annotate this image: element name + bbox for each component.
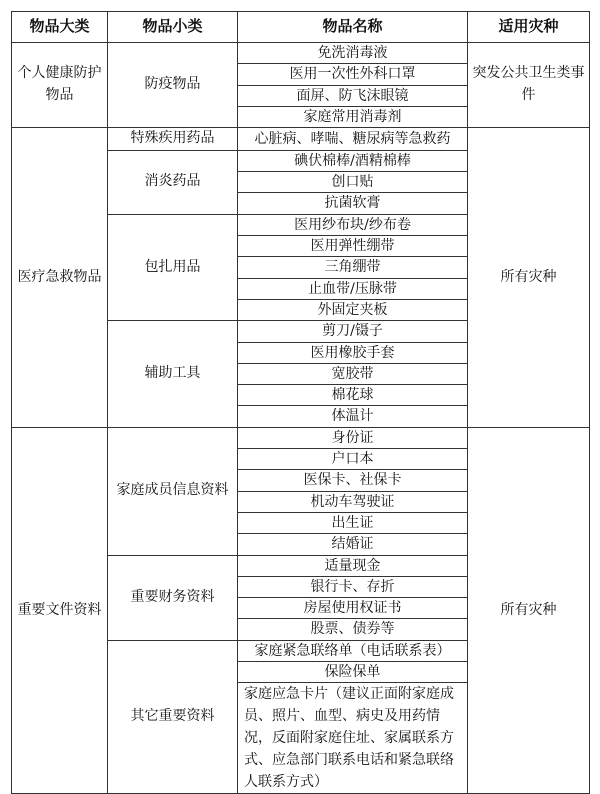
item-cell: 户口本	[238, 449, 468, 470]
item-cell: 医用橡胶手套	[238, 342, 468, 363]
subcategory-cell: 辅助工具	[108, 321, 238, 427]
item-cell: 剪刀/镊子	[238, 321, 468, 342]
subcategory-cell: 其它重要资料	[108, 640, 238, 794]
item-cell: 保险保单	[238, 662, 468, 683]
item-cell: 结婚证	[238, 534, 468, 555]
subcategory-cell: 重要财务资料	[108, 555, 238, 640]
disaster-cell: 突发公共卫生类事件	[468, 43, 590, 128]
item-cell: 抗菌软膏	[238, 193, 468, 214]
item-cell: 股票、债券等	[238, 619, 468, 640]
item-cell: 宽胶带	[238, 363, 468, 384]
subcategory-cell: 家庭成员信息资料	[108, 427, 238, 555]
item-cell: 体温计	[238, 406, 468, 427]
subcategory-cell: 包扎用品	[108, 214, 238, 320]
item-cell: 机动车驾驶证	[238, 491, 468, 512]
category-cell: 重要文件资料	[12, 427, 108, 794]
item-cell: 医用一次性外科口罩	[238, 64, 468, 85]
item-cell: 心脏病、哮喘、糖尿病等急救药	[238, 128, 468, 151]
item-cell: 三角绷带	[238, 257, 468, 278]
item-cell: 医用弹性绷带	[238, 236, 468, 257]
item-cell: 外固定夹板	[238, 299, 468, 320]
header-item-name: 物品名称	[238, 12, 468, 43]
category-cell: 医疗急救物品	[12, 128, 108, 428]
item-cell: 碘伏棉棒/酒精棉棒	[238, 150, 468, 171]
emergency-supplies-table	[11, 11, 590, 794]
item-cell: 家庭常用消毒剂	[238, 106, 468, 127]
category-cell: 个人健康防护物品	[12, 43, 108, 128]
item-cell: 银行卡、存折	[238, 576, 468, 597]
item-cell: 面屏、防飞沫眼镜	[238, 85, 468, 106]
item-cell: 止血带/压脉带	[238, 278, 468, 299]
header-row	[12, 12, 590, 43]
item-cell: 家庭应急卡片（建议正面附家庭成员、照片、血型、病史及用药情况，反面附家庭住址、家属联系方式、应急部门联系电话和紧急联络人联系方式）	[238, 683, 468, 794]
item-cell: 棉花球	[238, 385, 468, 406]
item-cell: 医用纱布块/纱布卷	[238, 214, 468, 235]
item-cell: 出生证	[238, 512, 468, 533]
table-row	[12, 128, 590, 151]
item-cell: 房屋使用权证书	[238, 598, 468, 619]
header-category: 物品大类	[12, 12, 108, 43]
subcategory-cell: 特殊疾用药品	[108, 128, 238, 151]
table-row	[12, 43, 590, 64]
disaster-cell: 所有灾种	[468, 427, 590, 794]
subcategory-cell: 防疫物品	[108, 43, 238, 128]
header-subcategory: 物品小类	[108, 12, 238, 43]
header-disaster-type: 适用灾种	[468, 12, 590, 43]
item-cell: 免洗消毒液	[238, 43, 468, 64]
table-row	[12, 427, 590, 448]
subcategory-cell: 消炎药品	[108, 150, 238, 214]
item-cell: 医保卡、社保卡	[238, 470, 468, 491]
disaster-cell: 所有灾种	[468, 128, 590, 428]
item-cell: 适量现金	[238, 555, 468, 576]
item-cell: 身份证	[238, 427, 468, 448]
item-cell: 创口贴	[238, 172, 468, 193]
item-cell: 家庭紧急联络单（电话联系表）	[238, 640, 468, 661]
